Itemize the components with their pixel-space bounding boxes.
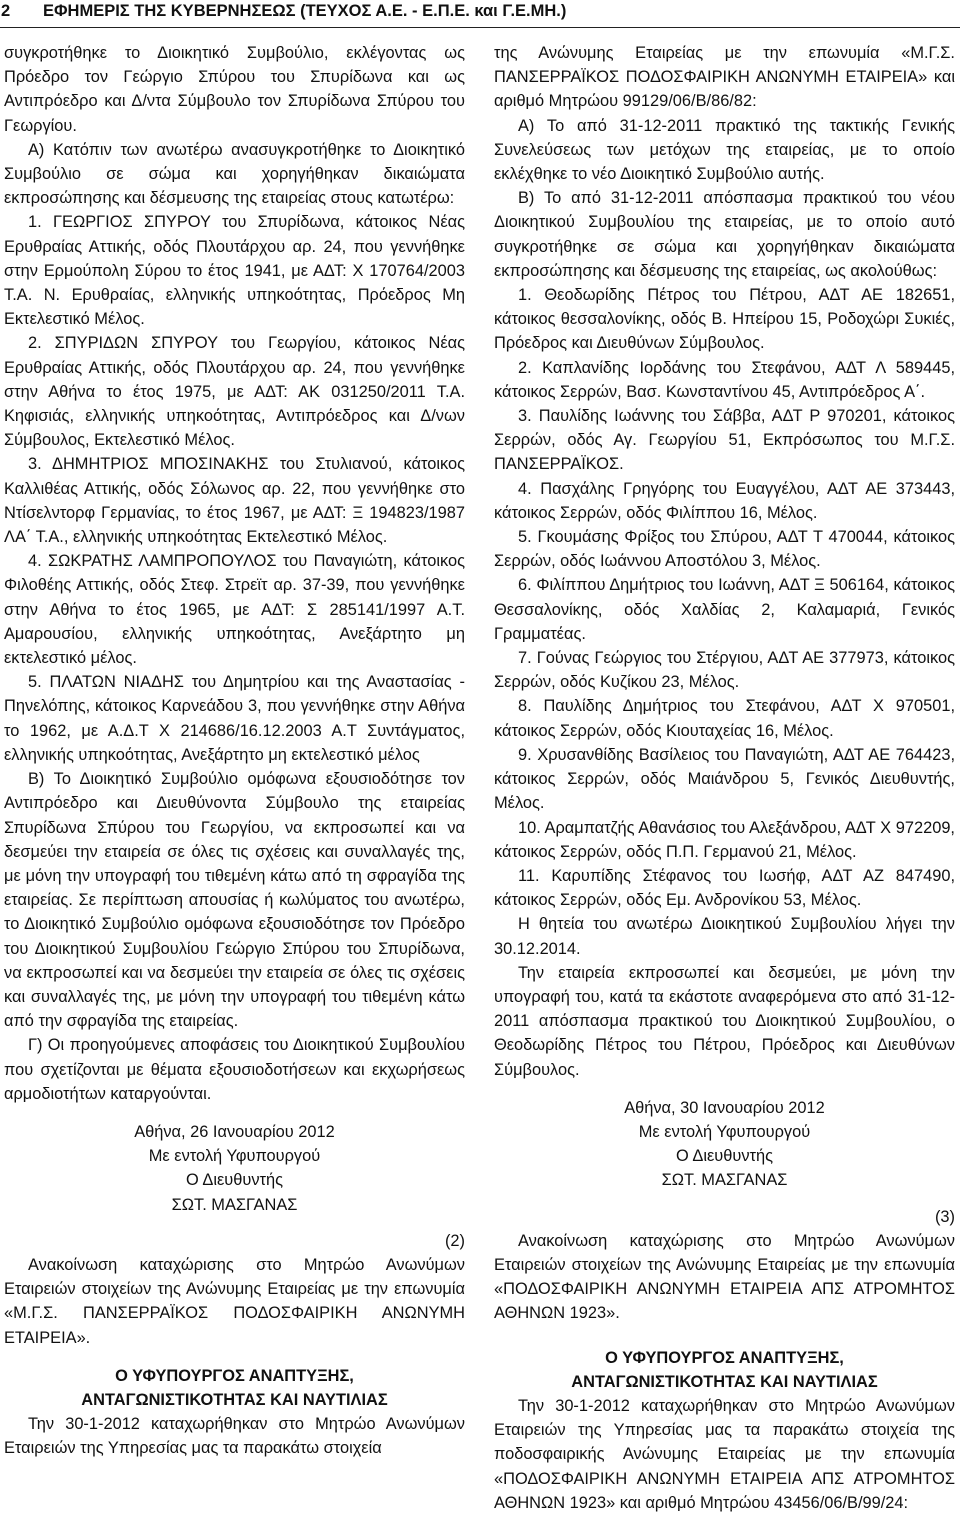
- notice-number: (3): [934, 1207, 955, 1226]
- board-member-6: 6. Φιλίππου Δημήτριος του Ιωάννη, ΑΔΤ Ξ 506164, κάτοικος Θεσσαλονίκης, οδός Χαλδίας 2, Καλαμαριά, Γενικός Γραμματέας.: [494, 576, 955, 643]
- page-number: 2: [1, 2, 11, 20]
- page-header: [0, 2, 960, 30]
- board-member-7: 7. Γούνας Γεώργιος του Στέργιου, ΑΔΤ ΑΕ 377973, κάτοικος Σερρών, οδός Κυζίκου 23, Μέλος.: [494, 649, 955, 692]
- board-member-1: 1. Θεοδωρίδης Πέτρος του Πέτρου, ΑΔΤ ΑΕ 182651, κάτοικος θεσσαλονίκης, οδός Β. Ηπείρου 15, Ροδοχώρι Συκιές, Πρόεδρος και Διευθύνων Σύμβουλος.: [494, 286, 955, 353]
- signature-name: ΣΩΤ. ΜΑΣΓΑΝΑΣ: [661, 1171, 788, 1190]
- signature-line: Ο Διευθυντής: [185, 1171, 284, 1190]
- board-member-1: 1. ΓΕΩΡΓΙΟΣ ΣΠΥΡΟΥ του Σπυρίδωνα, κάτοικος Νέας Ερυθραίας Αττικής, οδός Πλουτάρχου αρ. 24, που γεννήθηκε στην Ερμούπολη Σύρου το έτος 1941, με ΑΔΤ: Χ 170764/2003 Τ.Α. Ν. Ερυθραίας, ελληνικής υπηκοότητας, Πρόεδρος Μη Εκτελεστικό Μέλος.: [4, 213, 465, 329]
- board-member-4: 4. Πασχάλης Γρηγόρης του Ευαγγέλου, ΑΔΤ ΑΕ 373443, κάτοικος Σερρών, οδός Φιλίππου 16, Μέλος.: [494, 479, 955, 522]
- board-member-2: 2. Καπλανίδης Ιορδάνης του Στεφάνου, ΑΔΤ Λ 589445, κάτοικος Σερρών, Βασ. Κωνσταντίνου 45, Αντιπρόεδρος Α΄.: [494, 358, 955, 401]
- board-member-10: 10. Αραμπατζής Αθανάσιος του Αλεξάνδρου, ΑΔΤ Χ 972209, κάτοικος Σερρών, οδός Π.Π. Γερμανού 21, Μέλος.: [494, 818, 955, 861]
- left-column: [4, 41, 465, 1461]
- paragraph: Την 30-1-2012 καταχωρήθηκαν στο Μητρώο Ανωνύμων Εταιρειών της Υπηρεσίας μας τα παρακάτω στοιχεία: [4, 1415, 465, 1458]
- ministry-title: ΑΝΤΑΓΩΝΙΣΤΙΚΟΤΗΤΑΣ ΚΑΙ ΝΑΥΤΙΛΙΑΣ: [81, 1390, 388, 1409]
- board-member-3: 3. ΔΗΜΗΤΡΙΟΣ ΜΠΟΣΙΝΑΚΗΣ του Στυλιανού, κάτοικος Καλλιθέας Αττικής, οδός Σόλωνος αρ. 22, που γεννήθηκε στο Ντίσελντορφ Γερμανίας, το έτος 1967, με ΑΔΤ: Ξ 194823/1987 ΛΑ΄ Τ.Α., ελληνικής υπηκοότητας Εκτελεστικό Μέλος.: [4, 455, 465, 547]
- ministry-title: Ο ΥΦΥΠΟΥΡΓΟΣ ΑΝΑΠΤΥΞΗΣ,: [115, 1366, 354, 1385]
- board-member-3: 3. Παυλίδης Ιωάννης του Σάββα, ΑΔΤ Ρ 970201, κάτοικος Σερρών, οδός Αγ. Γεωργίου 51, Εκπρόσωπος του Μ.Γ.Σ. ΠΑΝΣΕΡΡΑΪΚΟΣ.: [494, 407, 955, 474]
- board-member-5: 5. Γκουμάσης Φρίξος του Σπύρου, ΑΔΤ Τ 470044, κάτοικος Σερρών, οδός Ιωάννου Αποστόλου 3, Μέλος.: [494, 528, 955, 571]
- ministry-title: ΑΝΤΑΓΩΝΙΣΤΙΚΟΤΗΤΑΣ ΚΑΙ ΝΑΥΤΙΛΙΑΣ: [571, 1372, 878, 1391]
- ministry-title: Ο ΥΦΥΠΟΥΡΓΟΣ ΑΝΑΠΤΥΞΗΣ,: [605, 1348, 844, 1367]
- paragraph: Την 30-1-2012 καταχωρήθηκαν στο Μητρώο Ανωνύμων Εταιρειών της Υπηρεσίας μας τα παρακάτω στοιχεία της ποδοσφαιρικής Ανώνυμης Εταιρείας με την επωνυμία «ΠΟΔΟΣΦΑΙΡΙΚΗ ΑΝΩΝΥΜΗ ΕΤΑΙΡΕΙΑ ΑΠΣ ΑΤΡΟΜΗΤΟΣ ΑΘΗΝΩΝ 1923» και αριθμό Μητρώου 43456/06/Β/99/24:: [494, 1396, 955, 1512]
- paragraph: Α) Κατόπιν των ανωτέρω ανασυγκροτήθηκε το Διοικητικό Συμβούλιο σε σώμα και χορηγήθηκαν δικαιώματα εκπροσώπησης και δέσμευσης της εταιρείας στους κατωτέρω:: [4, 140, 465, 208]
- signature-line: Ο Διευθυντής: [675, 1147, 774, 1166]
- signature-date: Αθήνα, 30 Ιανουαρίου 2012: [624, 1098, 825, 1117]
- header-rule: [0, 27, 960, 28]
- paragraph: της Ανώνυμης Εταιρείας με την επωνυμία «Μ.Γ.Σ. ΠΑΝΣΕΡΡΑΪΚΟΣ ΠΟΔΟΣΦΑΙΡΙΚΗ ΑΝΩΝΥΜΗ ΕΤΑΙΡΕΙΑ» και αριθμό Μητρώου 99129/06/Β/86/82:: [494, 44, 955, 111]
- paragraph: Β) Το από 31-12-2011 απόσπασμα πρακτικού του νέου Διοικητικού Συμβουλίου της εταιρείας, με το οποίο αυτό συγκροτήθηκε σε σώμα και χορηγήθηκαν δικαιώματα εκπροσώπησης και δέσμευσης της εταιρείας, ως ακολούθως:: [494, 189, 955, 280]
- board-member-11: 11. Καρυπίδης Στέφανος του Ιωσήφ, ΑΔΤ ΑΖ 847490, κάτοικος Σερρών, οδός Εμ. Ανδρονίκου 53, Μέλος.: [494, 866, 955, 910]
- board-member-4: 4. ΣΩΚΡΑΤΗΣ ΛΑΜΠΡΟΠΟΥΛΟΣ του Παναγιώτη, κάτοικος Φιλοθέης Αττικής, οδός Στεφ. Στρεϊτ αρ. 37-39, που γεννήθηκε στην Αθήνα το έτος 1965, με ΑΔΤ: Σ 285141/1997 Α.Τ. Αμαρουσίου, ελληνικής υπηκοότητας, Ανεξάρτητο μη εκτελεστικό μέλος.: [4, 552, 465, 668]
- spacer: [494, 1326, 955, 1346]
- paragraph: Γ) Οι προηγούμενες αποφάσεις του Διοικητικού Συμβουλίου που σχετίζονται με θέματα εξουσιοδοτήσεων και εκχωρήσεως αρμοδιοτήτων καταργούνται.: [4, 1036, 465, 1103]
- signature-line: Με εντολή Υφυπουργού: [148, 1147, 321, 1166]
- spacer: [4, 1106, 465, 1120]
- board-member-9: 9. Χρυσανθίδης Βασίλειος του Παναγιώτη, ΑΔΤ ΑΕ 764423, κάτοικος Σερρών, οδός Μαιάνδρου 5, Γενικός Διευθυντής, Μέλος.: [494, 745, 955, 813]
- paragraph: Β) Το Διοικητικό Συμβούλιο ομόφωνα εξουσιοδότησε τον Αντιπρόεδρο και Διευθύνοντα Σύμβουλο της εταιρείας Σπυρίδωνα Σπύρου του Γεωργίου, να εκπροσωπεί και να δεσμεύει την εταιρεία σε όλες τις σχέσεις και συναλλαγές της, με μόνη την υπογραφή του τιθεμένη κάτω από τη σφραγίδα της εταιρείας. Σε περίπτωση απουσίας ή κωλύματος του ανωτέρω, το Διοικητικό Συμβούλιο ομόφωνα εξουσιοδότησε τον Πρόεδρο του Διοικητικού Συμβουλίου Γεώργιο Σπύρου του Σπυρίδωνα, να εκπροσωπεί και να δεσμεύει την εταιρεία σε όλες τις σχέσεις και συναλλαγές της, με μόνη την υπογραφή του τιθεμένη κάτω από την σφραγίδα της εταιρείας.: [4, 770, 465, 1031]
- paragraph: Την εταιρεία εκπροσωπεί και δεσμεύει, με μόνη την υπογραφή του, κατά τα εκάστοτε αναφερόμενα στο από 31-12-2011 απόσπασμα πρακτικού του Διοικητικού Συμβουλίου, ο Θεοδωρίδης Πέτρος του Πέτρου, Πρόεδρος και Διευθύνων Σύμβουλος.: [494, 963, 955, 1079]
- notice-heading: Ανακοίνωση καταχώρισης στο Μητρώο Ανωνύμων Εταιρειών στοιχείων της Ανώνυμης Εταιρείας με την επωνυμία «Μ.Γ.Σ. ΠΑΝΣΕΡΡΑΪΚΟΣ ΠΟΔΟΣΦΑΙΡΙΚΗ ΑΝΩΝΥΜΗ ΕΤΑΙΡΕΙΑ».: [4, 1255, 465, 1347]
- gazette-title: ΕΦΗΜΕΡΙΣ ΤΗΣ ΚΥΒΕΡΝΗΣΕΩΣ (ΤΕΥΧΟΣ Α.Ε. - Ε.Π.Ε. και Γ.Ε.ΜΗ.): [43, 2, 567, 20]
- signature-date: Αθήνα, 26 Ιανουαρίου 2012: [134, 1122, 335, 1141]
- notice-number: (2): [444, 1231, 465, 1250]
- board-member-2: 2. ΣΠΥΡΙΔΩΝ ΣΠΥΡΟΥ του Γεωργίου, κάτοικος Νέας Ερυθραίας Αττικής, οδός Πλουτάρχου αρ. 24, που γεννήθηκε στην Αθήνα το έτος 1975, με ΑΔΤ: ΑΚ 031250/2011 Τ.Α. Κηφισιάς, ελληνικής υπηκοότητας, Αντιπρόεδρος και Δ/νων Σύμβουλος, Εκτελεστικό Μέλος.: [4, 334, 465, 450]
- spacer: [4, 1350, 465, 1364]
- spacer: [494, 1082, 955, 1096]
- paragraph: Α) Το από 31-12-2011 πρακτικό της τακτικής Γενικής Συνελεύσεως των μετόχων της εταιρείας, με το οποίο εκλέχθηκε το νέο Διοικητικό Συμβούλιο αυτής.: [494, 116, 955, 184]
- signature-line: Με εντολή Υφυπουργού: [638, 1122, 811, 1141]
- paragraph: Η θητεία του ανωτέρω Διοικητικού Συμβουλίου λήγει την 30.12.2014.: [494, 915, 955, 958]
- signature-name: ΣΩΤ. ΜΑΣΓΑΝΑΣ: [171, 1195, 298, 1214]
- paragraph: συγκροτήθηκε το Διοικητικό Συμβούλιο, εκλέγοντας ως Πρόεδρο τον Γεώργιο Σπύρου του Σπυρίδωνα και ως Αντιπρόεδρο και Δ/ντα Σύμβουλο τον Σπυρίδωνα Σπύρου του Γεωργίου.: [4, 44, 465, 135]
- board-member-5: 5. ΠΛΑΤΩΝ ΝΙΑΔΗΣ του Δημητρίου και της Αναστασίας - Πηνελόπης, κάτοικος Καρνεάδου 3, που γεννήθηκε στην Αθήνα το 1962, με Α.Δ.Τ Χ 214686/16.12.2003 Α.Τ Συντάγματος, ελληνικής υπηκοότητας, Ανεξάρτητο μη εκτελεστικό μέλος: [4, 673, 465, 764]
- board-member-8: 8. Παυλίδης Δημήτριος του Στεφάνου, ΑΔΤ Χ 970501, κάτοικος Σερρών, οδός Κιουταχείας 16, Μέλος.: [494, 697, 955, 740]
- right-column: [494, 41, 955, 1515]
- notice-heading: Ανακοίνωση καταχώρισης στο Μητρώο Ανωνύμων Εταιρειών στοιχείων της Ανώνυμης Εταιρείας με την επωνυμία «ΠΟΔΟΣΦΑΙΡΙΚΗ ΑΝΩΝΥΜΗ ΕΤΑΙΡΕΙΑ ΑΠΣ ΑΤΡΟΜΗΤΟΣ ΑΘΗΝΩΝ 1923».: [494, 1231, 955, 1323]
